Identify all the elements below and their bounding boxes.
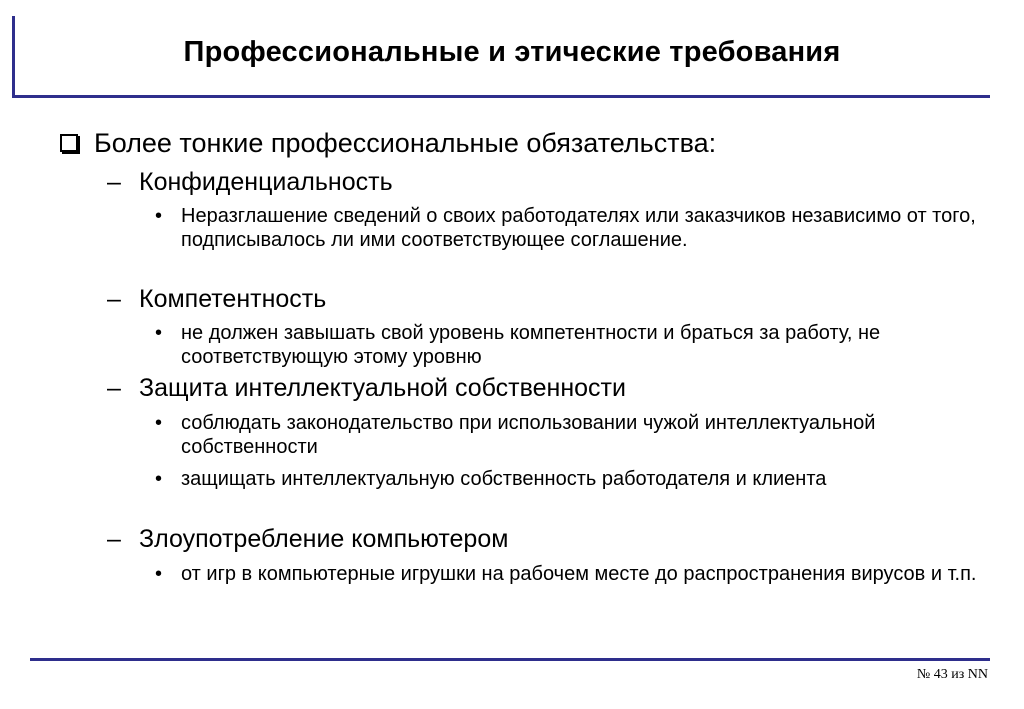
dash-icon: – [107, 285, 121, 313]
list-item [155, 321, 1001, 369]
section-heading-ip [107, 374, 626, 403]
list-item-text: от игр в компьютерные игрушки на рабочем месте до распространения вирусов и т.п. [181, 563, 977, 585]
slide-title: Профессиональные и этические требования [183, 36, 841, 68]
list-item [155, 204, 1001, 252]
section-heading-computer-abuse [107, 525, 508, 554]
dash-icon: – [107, 168, 121, 196]
list-item-text: защищать интеллектуальную собственность работодателя и клиента [181, 468, 827, 490]
main-bullet [60, 128, 716, 159]
dot-icon: • [155, 412, 163, 434]
list-item-text: не должен завышать свой уровень компетентности и браться за работу, не соответствующую этому уровню [181, 322, 881, 368]
section-heading-text: Злоупотребление компьютером [139, 525, 509, 553]
section-heading-text: Конфиденциальность [139, 168, 393, 196]
page-number: № 43 из NN [916, 667, 988, 682]
section-heading-text: Защита интеллектуальной собственности [139, 374, 626, 402]
list-item [155, 562, 1001, 586]
dot-icon: • [155, 322, 163, 344]
section-heading-confidentiality [107, 168, 393, 197]
main-bullet-text: Более тонкие профессиональные обязательства: [94, 128, 717, 158]
list-item [155, 411, 1001, 459]
dot-icon: • [155, 468, 163, 490]
list-item-text: Неразглашение сведений о своих работодателях или заказчиков независимо от того, подписывалось ли ими соответствующее соглашение. [181, 205, 976, 251]
dash-icon: – [107, 525, 121, 553]
dot-icon: • [155, 205, 163, 227]
section-heading-competence [107, 285, 326, 314]
footer-rule [30, 658, 990, 661]
list-item-text: соблюдать законодательство при использовании чужой интеллектуальной собственности [181, 412, 876, 458]
checkbox-icon [60, 134, 78, 152]
dash-icon: – [107, 374, 121, 402]
title-accent-horizontal [12, 95, 990, 98]
list-item [155, 467, 1001, 491]
dot-icon: • [155, 563, 163, 585]
section-heading-text: Компетентность [139, 285, 327, 313]
